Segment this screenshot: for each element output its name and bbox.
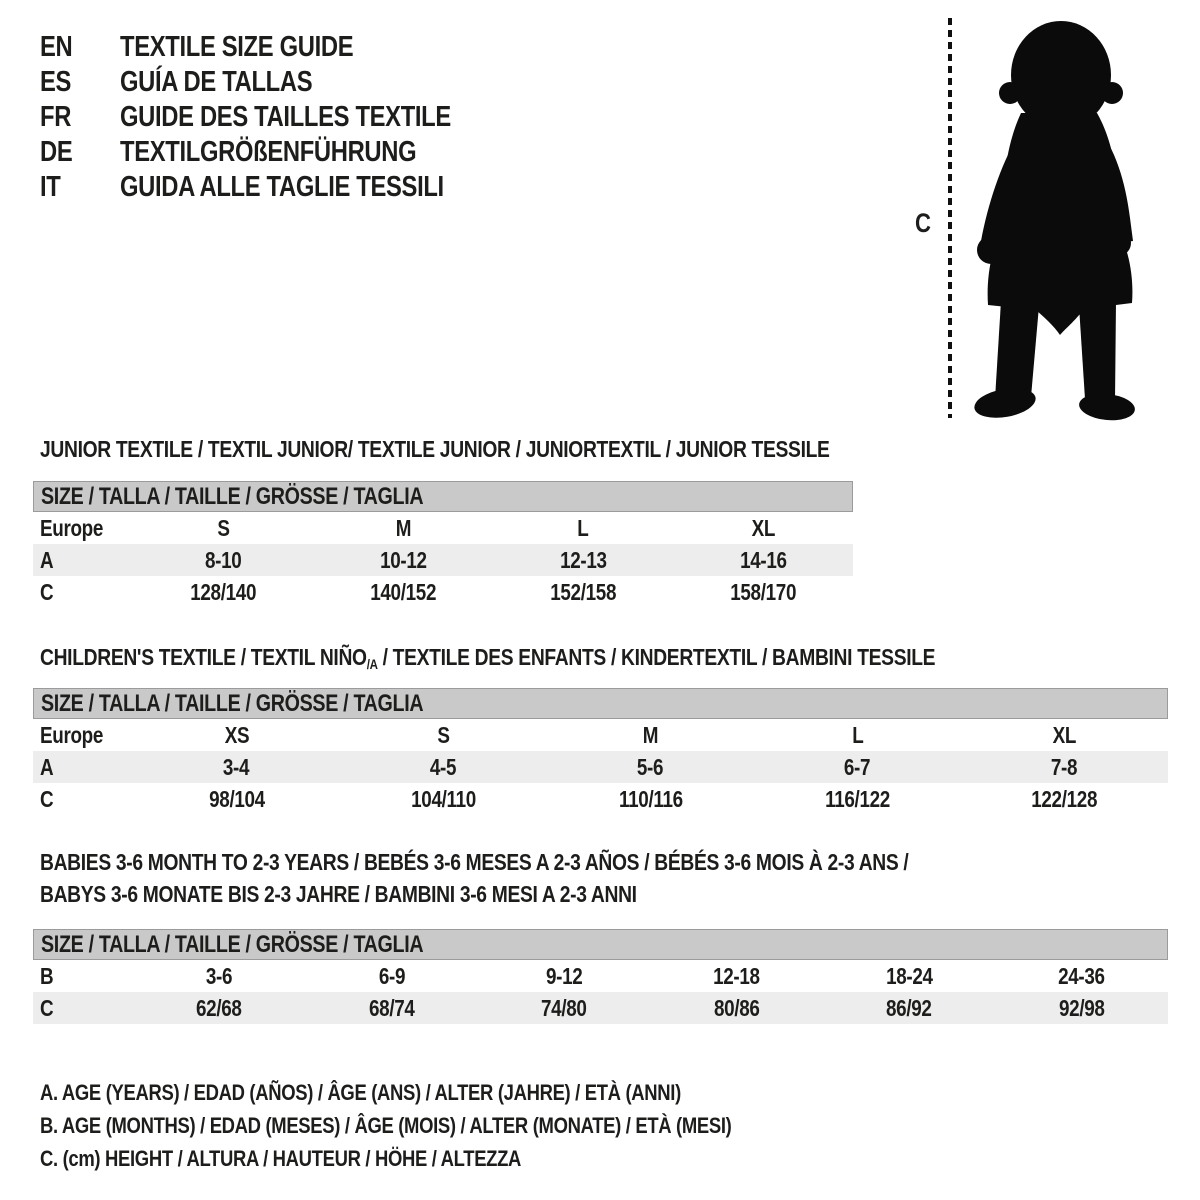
size-value-cell [493,579,673,606]
children-size-table [33,688,1168,815]
row-label: B [40,962,54,989]
size-value-cell [313,515,493,542]
size-value-cell [133,786,340,813]
table-row [33,751,1168,783]
language-title: GUIDA ALLE TAGLIE TESSILI [120,171,444,203]
row-label: Europe [40,514,104,541]
size-value: 62/68 [196,994,243,1021]
size-value: 122/128 [1031,785,1098,812]
size-value-cell [754,722,961,749]
legend-text: B. AGE (MONTHS) / EDAD (MESES) / ÂGE (MOIS) / ALTER (MONATE) / ETÀ (MESI) [40,1112,732,1138]
language-row [40,135,524,170]
language-title: TEXTILGRÖßENFÜHRUNG [120,136,417,168]
language-code: IT [40,171,61,203]
section-title-line [40,878,1099,910]
size-value: M [642,721,659,748]
title-post: / TEXTILE DES ENFANTS / KINDERTEXTIL / BAMBINI TESSILE [377,644,936,670]
size-value-cell [133,963,306,990]
title-pre: CHILDREN'S TEXTILE / TEXTIL NIÑO [40,644,367,670]
size-value: 5-6 [637,753,664,780]
size-header-band [33,688,1168,719]
size-value-cell [133,995,306,1022]
size-value: 3-4 [223,753,250,780]
section-title [40,641,1132,676]
size-header-label: SIZE / TALLA / TAILLE / GRÖSSE / TAGLIA [41,689,424,717]
size-value: M [395,514,411,541]
table-row [33,512,853,544]
title-subscript: /A [366,656,378,672]
language-title: GUIDE DES TAILLES TEXTILE [120,101,451,133]
size-value: 10-12 [379,546,427,573]
size-value: 6-7 [844,753,871,780]
language-row [40,30,524,65]
size-value: S [216,514,230,541]
size-value-cell [961,754,1168,781]
size-value: 8-10 [204,546,242,573]
language-title-list [40,30,524,205]
row-label-cell [33,963,133,990]
language-row [40,65,524,100]
size-value-cell [493,547,673,574]
size-value: 104/110 [411,785,476,812]
size-value: 92/98 [1058,994,1105,1021]
row-label-cell [33,786,133,813]
size-header-band [33,481,853,512]
size-value-cell [547,722,754,749]
size-value-cell [478,963,651,990]
size-value-cell [673,515,853,542]
size-value: 110/116 [618,785,683,812]
size-value-cell [823,963,996,990]
language-row [40,100,524,135]
row-label: C [40,785,54,812]
section-title-text: JUNIOR TEXTILE / TEXTIL JUNIOR/ TEXTILE JUNIOR / JUNIORTEXTIL / JUNIOR TESSILE [40,436,830,462]
row-label-cell [33,722,133,749]
toddler-silhouette-icon [963,13,1158,423]
table-rows [33,719,1168,815]
row-label-cell [33,547,133,574]
size-value: 6-9 [378,962,405,989]
size-value: S [437,721,450,748]
size-value-cell [133,754,340,781]
table-row [33,992,1168,1024]
legend-text: C. (cm) HEIGHT / ALTURA / HAUTEUR / HÖHE / ALTEZZA [40,1145,522,1171]
size-value-cell [133,515,313,542]
row-label: C [40,578,54,605]
language-row [40,170,524,205]
size-value: 86/92 [886,994,933,1021]
section-title-text [40,641,935,676]
size-value-cell [133,722,340,749]
size-value-cell [823,995,996,1022]
table-row [33,719,1168,751]
size-value-cell [478,995,651,1022]
size-value: 80/86 [713,994,760,1021]
row-label: A [40,753,54,780]
size-value-cell [340,722,547,749]
babies-size-table [33,929,1168,1024]
size-value: XS [224,721,249,748]
junior-size-table [33,481,853,608]
size-value-cell [673,579,853,606]
measurement-figure [905,10,1190,428]
row-label: A [40,546,54,573]
row-label: Europe [40,721,104,748]
size-value: 24-36 [1058,962,1106,989]
size-value-cell [651,995,824,1022]
size-value: 12-13 [559,546,607,573]
size-value-cell [306,963,479,990]
table-row [33,960,1168,992]
row-label-cell [33,754,133,781]
size-value-cell [996,995,1169,1022]
table-rows [33,512,853,608]
language-code: ES [40,66,72,98]
table-row [33,544,853,576]
size-value-cell [651,963,824,990]
size-value: 3-6 [206,962,233,989]
row-label-cell [33,515,133,542]
size-value-cell [673,547,853,574]
size-value-cell [133,579,313,606]
table-rows [33,960,1168,1024]
language-title: TEXTILE SIZE GUIDE [120,31,354,63]
section-title [40,846,1099,910]
size-value: 158/170 [730,578,796,605]
size-value: 152/158 [550,578,616,605]
size-value: XL [1052,721,1077,748]
size-value-cell [547,786,754,813]
size-value: 9-12 [546,962,583,989]
size-value-cell [754,754,961,781]
size-value-cell [340,754,547,781]
size-value: 18-24 [885,962,933,989]
size-value-cell [306,995,479,1022]
table-row [33,576,853,608]
language-code: EN [40,31,73,63]
section-title-text: BABYS 3-6 MONATE BIS 2-3 JAHRE / BAMBINI 3-6 MESI A 2-3 ANNI [40,881,637,907]
language-title: GUÍA DE TALLAS [120,66,313,98]
size-value-cell [547,754,754,781]
size-value-cell [754,786,961,813]
language-code: FR [40,101,72,133]
row-label-cell [33,579,133,606]
legend-line [40,1142,883,1175]
size-value: L [577,514,589,541]
section-title-line [40,846,1099,878]
legend-text: A. AGE (YEARS) / EDAD (AÑOS) / ÂGE (ANS) / ALTER (JAHRE) / ETÀ (ANNI) [40,1079,681,1105]
size-value-cell [996,963,1169,990]
size-header-band [33,929,1168,960]
size-value: XL [751,514,775,541]
row-label: C [40,994,54,1021]
size-value: L [851,721,864,748]
size-value-cell [340,786,547,813]
size-value: 12-18 [713,962,761,989]
size-value: 74/80 [541,994,588,1021]
size-value: 116/122 [825,785,890,812]
size-value: 128/140 [190,578,256,605]
section-title-text: BABIES 3-6 MONTH TO 2-3 YEARS / BEBÉS 3-6 MESES A 2-3 AÑOS / BÉBÉS 3-6 MOIS À 2-3 ANS / [40,849,909,875]
size-value-cell [961,786,1168,813]
height-measure-label: C [915,208,931,238]
legend-line [40,1076,883,1109]
language-code: DE [40,136,73,168]
size-value-cell [313,547,493,574]
size-value-cell [133,547,313,574]
section-title [40,433,1003,465]
height-dashed-line [948,18,952,418]
size-value: 140/152 [370,578,436,605]
size-value: 98/104 [208,785,265,812]
size-value: 68/74 [368,994,415,1021]
size-value-cell [313,579,493,606]
size-value-cell [961,722,1168,749]
legend [40,1076,883,1175]
legend-line [40,1109,883,1142]
size-header-label: SIZE / TALLA / TAILLE / GRÖSSE / TAGLIA [41,482,424,510]
size-header-label: SIZE / TALLA / TAILLE / GRÖSSE / TAGLIA [41,930,424,958]
size-value: 4-5 [430,753,457,780]
size-value: 14-16 [739,546,787,573]
row-label-cell [33,995,133,1022]
size-value-cell [493,515,673,542]
size-value: 7-8 [1051,753,1078,780]
table-row [33,783,1168,815]
